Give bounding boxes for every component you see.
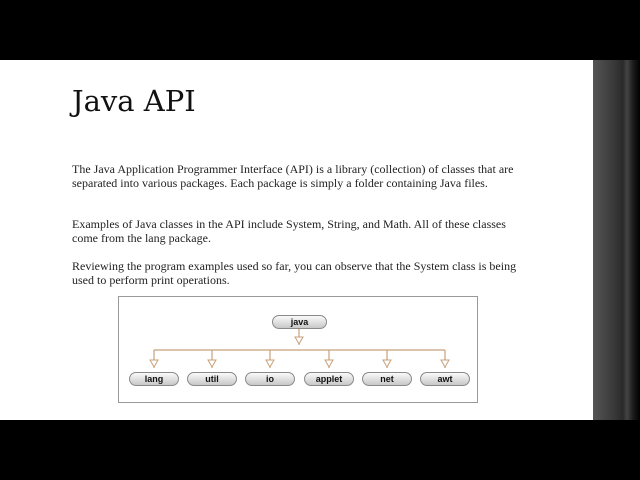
node-util: util bbox=[187, 372, 237, 386]
node-net: net bbox=[362, 372, 412, 386]
node-awt: awt bbox=[420, 372, 470, 386]
adjacent-slide-edge bbox=[593, 60, 640, 420]
paragraph-api-definition: The Java Application Programmer Interface (API) is a library (collection) of classes that are separated into various packages. Each package is simply a folder containing Java files. bbox=[72, 162, 514, 190]
root-arrow bbox=[295, 337, 303, 344]
node-io: io bbox=[245, 372, 295, 386]
node-lang: lang bbox=[129, 372, 179, 386]
node-applet: applet bbox=[304, 372, 354, 386]
child-connectors bbox=[150, 350, 449, 368]
paragraph-class-examples: Examples of Java classes in the API include System, String, and Math. All of these classes come from the lang package. bbox=[72, 217, 506, 245]
node-java: java bbox=[272, 315, 327, 329]
paragraph-system-class: Reviewing the program examples used so far, you can observe that the System class is being used to perform print operations. bbox=[72, 259, 517, 287]
slide bbox=[0, 60, 593, 420]
package-diagram bbox=[118, 296, 478, 403]
diagram-connectors bbox=[119, 297, 479, 404]
slide-title: Java API bbox=[72, 84, 196, 118]
